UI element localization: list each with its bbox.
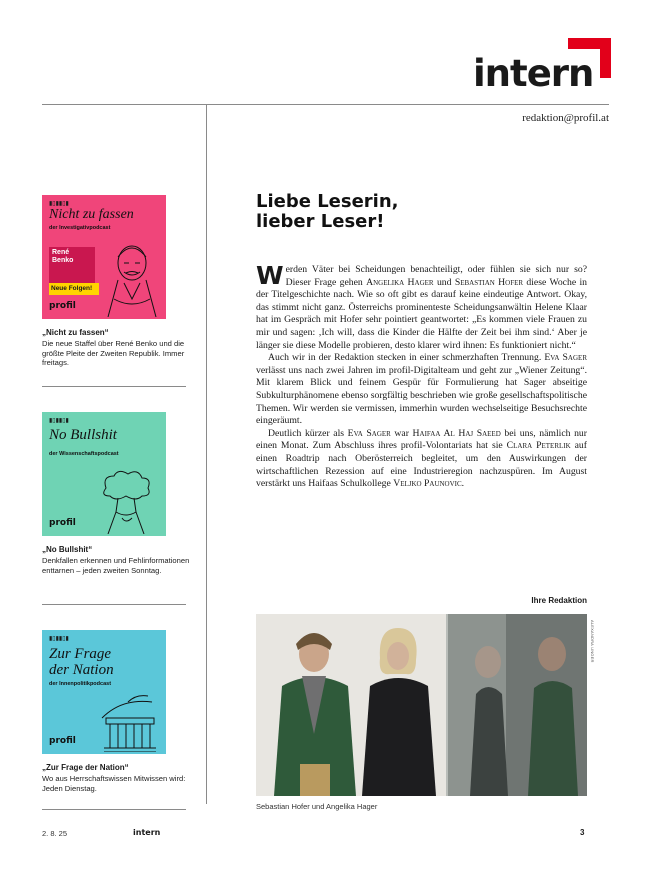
page-number: 3	[580, 828, 585, 837]
parliament-illustration	[92, 688, 162, 752]
person-name: Eva Sager	[347, 427, 391, 439]
header-rule	[42, 104, 609, 105]
podcast-description: Wo aus Herrschaftswissen Mitwissen wird: Jeden Dienstag.	[42, 774, 186, 793]
podcast-subtitle: der Innenpolitikpodcast	[49, 681, 112, 687]
footer-section: intern	[133, 828, 161, 837]
podcast-description: Denkfallen erkennen und Fehlinformationen enttarnen – jeden zweiten Sonntag.	[42, 556, 190, 575]
portrait-illustration	[100, 237, 164, 317]
person-name: Haifaa Al Haj Saeed	[412, 427, 501, 439]
article-headline: Liebe Leserin, lieber Leser!	[256, 191, 399, 232]
soundwave-icon: ▮▯▮▮▯▮	[49, 418, 69, 424]
profil-logo: profil	[49, 518, 76, 528]
podcast-cover-no-bullshit[interactable]	[42, 412, 166, 536]
photo-caption: Sebastian Hofer und Angelika Hager	[256, 802, 378, 811]
drop-cap: W	[256, 261, 284, 290]
paragraph-3: Deutlich kürzer als Eva Sager war Haifaa Al Haj Saeed bei uns, nämlich nur einen Monat. Zum Abschluss ihres profil-Volontariats hat sie Clara Peterlik auf einen Roadtrip nach Oberösterreich begleitet, um den Auswirkungen der wirtschaftlichen Rezession auf eine Industrieregion nachzuspüren. Im August verstärkt uns Haifaas Schulkollege Veljko Paunovic.	[256, 427, 587, 490]
paragraph-1: Werden Väter bei Scheidungen benachteiligt, oder fühlen sie sich nur so? Dieser Frage gehen Angelika Hager und Sebastian Hofer diese Woche in der Titelgeschichte nach. Wie so oft gibt es darauf keine eindeutige Antwort. Okay, das stimmt nicht ganz. Österreichs prominenteste Scheidungsanwältin Helene Klaar hat im Gespräch mit Hofer sehr pointiert geantwortet: „Es kommen viele Frauen zu mir und sagen: ‚Ich will, dass die Kinder die Hälfte der Zeit bei ihm sind.‘ Aber je länger sie diese Modelle probieren, desto klarer wird ihnen: Es funktioniert nicht.“	[256, 261, 587, 351]
photo-credit: ALEXANDRA UNGER	[590, 620, 595, 663]
podcast-heading: „Nicht zu fassen“	[42, 328, 109, 337]
profil-logo: profil	[49, 736, 76, 746]
sidebar-rule	[42, 386, 186, 387]
paragraph-2: Auch wir in der Redaktion stecken in einer schmerzhaften Trennung. Eva Sager verlässt uns nach zwei Jahren im profil-Digitalteam und geht zur „Wiener Zeitung“. Mit klarem Blick und feinem Gespür für Formulierung hat Sager abseitige Subkulturphänomene ebenso sorgfältig beschrieben wie große gesellschaftspolitische Themen. Wir werden sie vermissen, immerhin wurden wechselseitige Besuchsrechte eingeräumt.	[256, 352, 587, 427]
section-brand: intern	[473, 52, 594, 95]
article-signature: Ihre Redaktion	[531, 596, 587, 605]
podcast-description: Die neue Staffel über René Benko und die größte Pleite der Zweiten Republik. Immer freitags.	[42, 339, 185, 368]
podcast-subtitle: der Investigativpodcast	[49, 225, 111, 231]
soundwave-icon: ▮▯▮▮▯▮	[49, 636, 69, 642]
podcast-title: Zur Frage der Nation	[49, 646, 114, 678]
podcast-title: No Bullshit	[49, 427, 117, 443]
person-name: Veljko Paunovic	[393, 478, 462, 490]
issue-date: 2. 8. 25	[42, 829, 68, 838]
episode-badge: René Benko	[49, 247, 95, 283]
person-name: Clara Peterlik	[506, 440, 571, 452]
author-name: Angelika Hager	[366, 276, 434, 288]
new-episodes-badge: Neue Folgen!	[49, 283, 99, 295]
podcast-cover-zur-frage-der-nation[interactable]	[42, 630, 166, 754]
person-name: Eva Sager	[544, 352, 587, 364]
contact-email[interactable]: redaktion@profil.at	[522, 112, 609, 124]
podcast-heading: „Zur Frage der Nation“	[42, 763, 129, 772]
column-divider	[206, 104, 207, 804]
podcast-subtitle: der Wissenschaftspodcast	[49, 451, 119, 457]
podcast-title: Nicht zu fassen	[49, 207, 134, 222]
thinker-illustration	[86, 468, 164, 534]
author-name: Sebastian Hofer	[454, 276, 524, 288]
sidebar-rule	[42, 809, 186, 810]
sidebar-rule	[42, 604, 186, 605]
profil-logo: profil	[49, 301, 76, 311]
article-photo	[256, 614, 587, 796]
article-body	[256, 261, 587, 491]
soundwave-icon: ▮▯▮▮▯▮	[49, 201, 69, 207]
podcast-cover-nicht-zu-fassen[interactable]	[42, 195, 166, 319]
podcast-heading: „No Bullshit“	[42, 545, 93, 554]
